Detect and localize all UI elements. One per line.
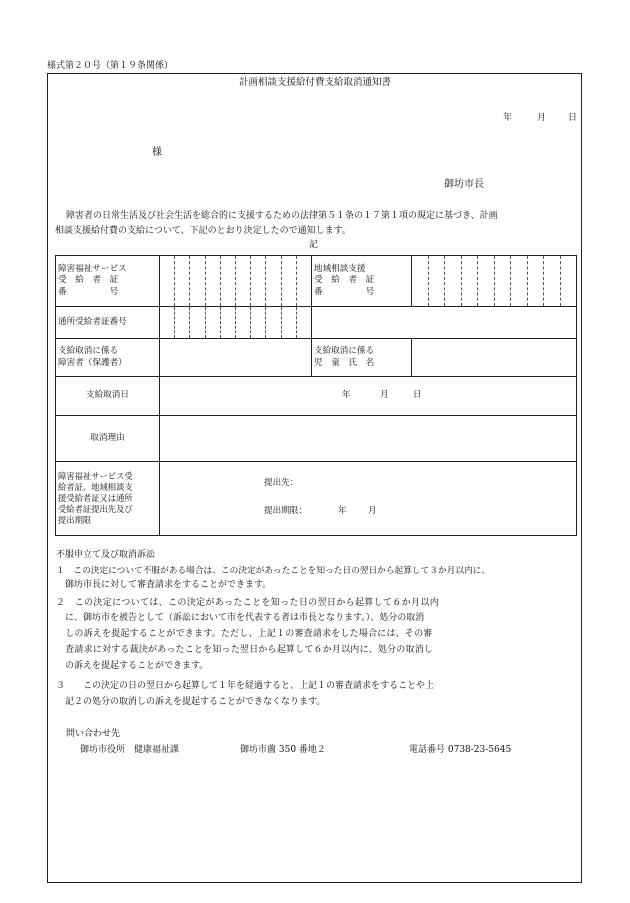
submit-info[interactable] xyxy=(160,462,577,536)
jido-label-line: 支給取消に係る xyxy=(314,346,375,357)
contact-office: 御坊市役所 健康福祉課 xyxy=(80,745,180,755)
details-table xyxy=(55,255,577,536)
cert-no-input[interactable] xyxy=(160,256,312,307)
blank-cell xyxy=(312,307,577,339)
submit-label xyxy=(56,462,160,536)
chiiki-label-line: 受 給 者 証 xyxy=(314,275,375,286)
cancel-date-day: 日 xyxy=(413,390,422,400)
contact-address: 御坊市薗 350 番地２ xyxy=(240,745,326,755)
submit-label-line: 障害福祉サービス受 xyxy=(58,471,133,482)
appeal-line: ２ この決定については、この決定があったことを知った日の翌日から起算して６か月以内 xyxy=(56,598,440,608)
submit-label-line: 提出期限 xyxy=(58,514,92,525)
table-row xyxy=(56,462,577,536)
cert-no-label xyxy=(56,256,160,307)
tsusho-label xyxy=(56,307,160,339)
submit-to-label: 提出先： xyxy=(264,478,299,488)
submit-deadline-month: 月 xyxy=(368,506,377,516)
appeal-line: の訴えを提起することができます。 xyxy=(56,661,209,671)
cancel-date-label-text: 支給取消日 xyxy=(86,390,129,401)
appeal-line: ３ この決定の日の翌日から起算して１年を経過すると、上記１の審査請求をすることや上 xyxy=(56,681,435,691)
jido-label-line: 児 童 氏 名 xyxy=(314,357,375,368)
table-row xyxy=(56,339,577,377)
date-year: 年 xyxy=(503,113,513,123)
submit-label-line: 受給者証提出先及び xyxy=(58,503,133,514)
shogaisha-input[interactable] xyxy=(160,339,312,377)
date-month: 月 xyxy=(537,113,547,123)
table-row xyxy=(56,416,577,462)
contact-phone: 電話番号 0738-23-5645 xyxy=(409,745,512,755)
appeal-heading: 不服申立て及び取消訴訟 xyxy=(56,550,156,560)
chiiki-label-line: 地域相談支援 xyxy=(314,264,366,275)
cancel-date-label xyxy=(56,377,160,416)
shogaisha-label-line: 支給取消に係る xyxy=(58,346,119,357)
table-row xyxy=(56,256,577,307)
chiiki-no-input[interactable] xyxy=(412,256,577,307)
contact-heading: 問い合わせ先 xyxy=(66,729,121,739)
submit-label-line: 援受給者証又は通所 xyxy=(58,493,133,504)
cert-no-label-line: 受 給 者 証 xyxy=(58,275,119,286)
table-row xyxy=(56,377,577,416)
document-title: 計画相談支援給付費支給取消通知書 xyxy=(238,77,391,88)
cancel-date-year: 年 xyxy=(342,390,351,400)
reason-label xyxy=(56,416,160,462)
jido-label xyxy=(312,339,412,377)
appeal-line: 査請求に対する裁決があったことを知った翌日から起算して６か月以内に、処分の取消し xyxy=(56,645,434,655)
cancel-date-input[interactable] xyxy=(160,377,577,416)
shogaisha-label xyxy=(56,339,160,377)
tsusho-no-input[interactable] xyxy=(160,307,312,339)
submit-deadline-label: 提出期限： xyxy=(264,506,307,516)
tsusho-label-text: 通所受給者証番号 xyxy=(58,316,127,327)
jido-input[interactable] xyxy=(412,339,577,377)
cert-no-label-line: 番 号 xyxy=(58,286,119,297)
appeal-line: １ この決定について不服がある場合は、この決定があったことを知った日の翌日から起算して３か月以内に、 xyxy=(56,566,491,576)
addressee-suffix: 様 xyxy=(152,147,162,158)
date-day: 日 xyxy=(568,113,578,123)
body-line-1: 障害者の日常生活及び社会生活を総合的に支援するための法律第５１条の１７第１項の規定に基づき、計画 xyxy=(66,211,498,221)
appeal-line: 御坊市長に対して審査請求をすることができます。 xyxy=(56,580,272,590)
chiiki-label-line: 番 号 xyxy=(314,286,375,297)
shogaisha-label-line: 障害者（保護者） xyxy=(58,357,127,368)
appeal-line: に、御坊市を被告として（訴訟において市を代表する者は市長となります。）、処分の取消 xyxy=(56,613,425,623)
form-number: 様式第２０号（第１９条関係） xyxy=(47,61,174,71)
table-row xyxy=(56,307,577,339)
ki-heading: 記 xyxy=(309,240,319,250)
cert-no-label-line: 障害福祉サービス xyxy=(58,264,127,275)
body-line-2: 相談支援給付費の支給について、下記のとおり決定したので通知します。 xyxy=(55,226,351,236)
submit-label-line: 給者証、地域相談支 xyxy=(58,482,133,493)
reason-input[interactable] xyxy=(160,416,577,462)
reason-label-text: 取消理由 xyxy=(90,432,125,443)
appeal-line: しの訴えを提起することができます。ただし、上記１の審査請求をした場合には、その審 xyxy=(56,629,433,639)
appeal-line: 記２の処分の取消しの訴えを提起することができなくなります。 xyxy=(56,697,326,707)
cancel-date-month: 月 xyxy=(380,390,389,400)
chiiki-label xyxy=(312,256,412,307)
issuer: 御坊市長 xyxy=(444,179,484,190)
submit-deadline-year: 年 xyxy=(338,506,347,516)
